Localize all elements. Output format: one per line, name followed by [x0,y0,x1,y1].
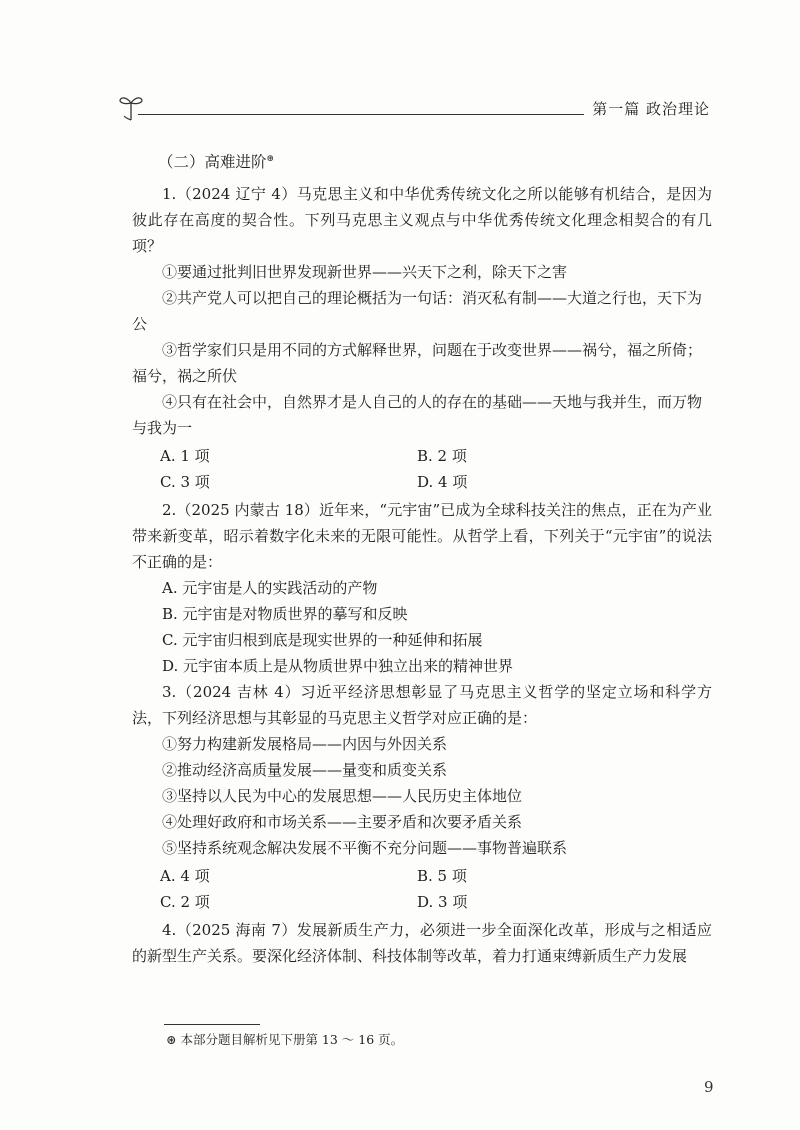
choice-a: A. 1 项 [160,447,210,466]
page-number: 9 [704,1078,714,1096]
footnote-rule [164,1024,260,1025]
statement-item: ①努力构建新发展格局——内因与外因关系 [162,735,448,754]
question-3 [132,679,712,915]
statement-item: ②共产党人可以把自己的理论概括为一句话：消灭私有制——大道之行也，天下为公 [132,289,703,334]
statement-item: ③哲学家们只是用不同的方式解释世界，问题在于改变世界——祸兮，福之所倚；福兮，祸之所伏 [132,341,703,386]
statement-item: ⑤坚持系统观念解决发展不平衡不充分问题——事物普遍联系 [162,839,568,858]
footnote-marker: ⊛ [266,154,275,164]
choice-c: C. 3 项 [160,473,210,492]
running-header [118,92,710,122]
choice-b: B. 5 项 [417,867,467,886]
section-title-text: （二）高难进阶 [158,153,267,172]
choice-item: D. 元宇宙本质上是从物质世界中独立出来的精神世界 [162,657,514,676]
statement-item: ④只有在社会中，自然界才是人自己的人的存在的基础——天地与我并生，而万物与我为一 [132,393,703,438]
choice-b: B. 2 项 [417,447,467,466]
choice-item: A. 元宇宙是人的实践活动的产物 [162,579,378,598]
choice-item: C. 元宇宙归根到底是现实世界的一种延伸和拓展 [162,631,483,650]
running-title: 第一篇 政治理论 [584,98,710,119]
statement-item: ③坚持以人民为中心的发展思想——人民历史主体地位 [162,787,523,806]
choice-d: D. 4 项 [417,473,468,492]
answer-choices [132,443,712,495]
choice-a: A. 4 项 [160,867,210,886]
footnote: ⊛ 本部分题目解析见下册第 13 ～ 16 页。 [166,1032,404,1047]
question-1 [132,181,712,495]
page-content [132,146,712,969]
question-stem: 2.（2025 内蒙古 18）近年来，“元宇宙”已成为全球科技关注的焦点，正在为产业带来新变革，昭示着数字化未来的无限可能性。从哲学上看，下列关于“元宇宙”的说法不正确的是： [132,501,712,572]
statement-item: ②推动经济高质量发展——量变和质变关系 [162,761,448,780]
statement-item: ④处理好政府和市场关系——主要矛盾和次要矛盾关系 [162,813,523,832]
statement-item: ①要通过批判旧世界发现新世界——兴天下之利，除天下之害 [162,263,568,282]
choice-d: D. 3 项 [417,893,468,912]
question-4 [132,917,712,969]
choice-c: C. 2 项 [160,893,210,912]
question-stem: 3.（2024 吉林 4）习近平经济思想彰显了马克思主义哲学的坚定立场和科学方法，下列经济思想与其彰显的马克思主义哲学对应正确的是： [132,683,712,728]
question-stem: 1.（2024 辽宁 4）马克思主义和中华优秀传统文化之所以能够有机结合，是因为彼此存在高度的契合性。下列马克思主义观点与中华优秀传统文化理念相契合的有几项？ [132,185,712,256]
sprout-icon [118,92,144,122]
answer-choices [132,863,712,915]
choice-item: B. 元宇宙是对物质世界的摹写和反映 [162,605,408,624]
question-stem: 4.（2025 海南 7）发展新质生产力，必须进一步全面深化改革，形成与之相适应的新型生产关系。要深化经济体制、科技体制等改革，着力打通束缚新质生产力发展 [132,921,712,966]
question-2 [132,497,712,679]
section-title [158,146,712,175]
